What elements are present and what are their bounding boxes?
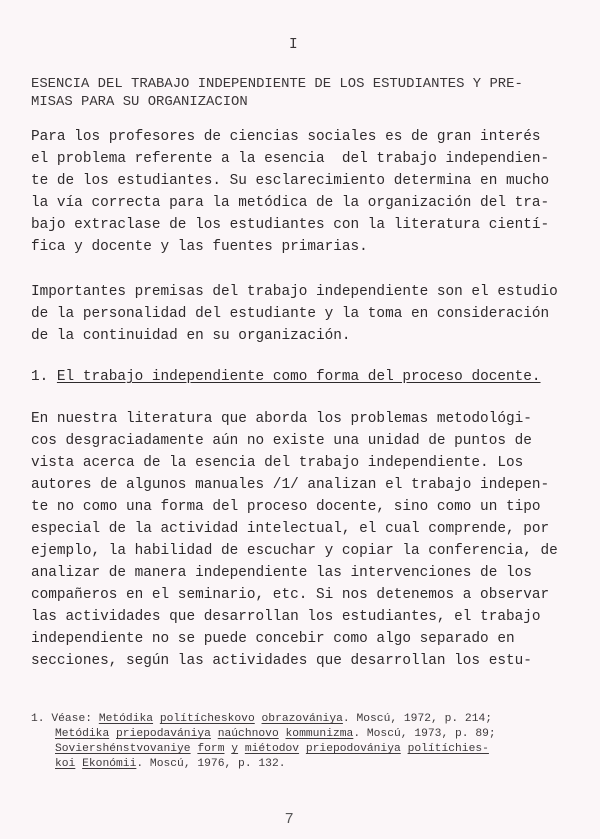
text-line: bajo extraclase de los estudiantes con la literatura cientí- [31, 217, 550, 233]
reference-title: priepodavániya [116, 728, 211, 740]
text-line: la vía correcta para la metódica de la organización del tra- [31, 195, 550, 211]
text-line: el problema referente a la esencia del trabajo independien- [31, 151, 550, 167]
reference-title: polítíchies- [407, 743, 489, 755]
text-line: cos desgraciadamente aún no existe una unidad de puntos de [31, 433, 532, 449]
text-line: autores de algunos manuales /1/ analizan el trabajo indepen- [31, 477, 550, 493]
chapter-number: I [289, 37, 298, 53]
section-heading [31, 368, 541, 386]
text-line: fica y docente y las fuentes primarias. [31, 239, 368, 255]
footnote-line [55, 742, 489, 756]
text-line: las actividades que desarrollan los estudiantes, el trabajo [31, 609, 541, 625]
reference-title: kommunizma [285, 728, 354, 740]
reference-title: Metódika [98, 713, 154, 725]
footnote-line [55, 727, 496, 741]
reference-title: priepodovániya [305, 743, 401, 755]
text-line: especial de la actividad intelectual, el cual comprende, por [31, 521, 550, 537]
chapter-title-line: MISAS PARA SU ORGANIZACION [31, 94, 248, 110]
text-line: ejemplo, la habilidad de escuchar y copiar la conferencia, de [31, 543, 558, 559]
text-line: te de los estudiantes. Su esclarecimiento determina en mucho [31, 173, 550, 189]
reference-title: y [231, 743, 239, 755]
footnote-line [55, 757, 286, 771]
reference-title: naúchnovo [217, 728, 279, 740]
page-number: 7 [285, 810, 294, 827]
reference-title: Ekonómii [82, 758, 137, 770]
text-line: compañeros en el seminario, etc. Si nos detenemos a observar [31, 587, 550, 603]
reference-title: miétodov [244, 743, 300, 755]
reference-details: . Moscú, 1973, p. 89; [353, 728, 496, 740]
section-title: El trabajo independiente como forma del proceso docente. [56, 369, 541, 385]
footnote-intro: Véase: [51, 713, 93, 725]
section-number: 1. [31, 369, 49, 385]
text-line: de la personalidad del estudiante y la toma en consideración [31, 306, 550, 322]
text-line: secciones, según las actividades que desarrollan los estu- [31, 653, 532, 669]
text-line: analizar de manera independiente las intervenciones de los [31, 565, 532, 581]
reference-title: koi [55, 758, 76, 770]
reference-title: Soviershénstvovaniye [55, 743, 191, 755]
footnote-line [31, 712, 492, 726]
text-line: En nuestra literatura que aborda los problemas metodológi- [31, 411, 532, 427]
text-line: Importantes premisas del trabajo independiente son el estudio [31, 284, 558, 300]
reference-title: obrazovániya [261, 713, 343, 725]
text-line: independiente no se puede concebir como algo separado en [31, 631, 515, 647]
reference-title: form [197, 743, 225, 755]
text-line: Para los profesores de ciencias sociales es de gran interés [31, 129, 541, 145]
reference-title: Metódika [55, 728, 110, 740]
text-line: vista acerca de la esencia del trabajo independiente. Los [31, 455, 524, 471]
text-line: de la continuidad en su organización. [31, 328, 351, 344]
reference-title: polítícheskovo [159, 713, 255, 725]
footnote-marker: 1. [31, 713, 45, 725]
text-line: te no como una forma del proceso docente, sino como un tipo [31, 499, 541, 515]
reference-details: . Moscú, 1976, p. 132. [136, 758, 286, 770]
chapter-title-line: ESENCIA DEL TRABAJO INDEPENDIENTE DE LOS ESTUDIANTES Y PRE- [31, 76, 523, 92]
reference-details: . Moscú, 1972, p. 214; [342, 713, 493, 725]
